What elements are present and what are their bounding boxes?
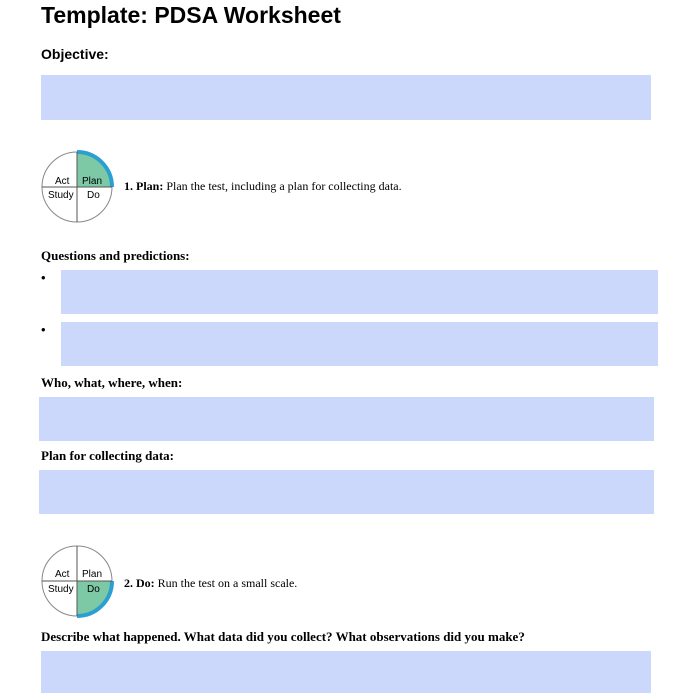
prediction-field-2[interactable]	[61, 322, 658, 366]
do-step-text: Run the test on a small scale.	[157, 576, 298, 590]
plan-data-label: Plan for collecting data:	[41, 448, 174, 463]
describe-field[interactable]	[41, 651, 651, 693]
bullet-1: •	[41, 270, 46, 285]
pdsa-cycle-plan-icon	[36, 146, 122, 228]
page-title: Template: PDSA Worksheet	[41, 2, 341, 28]
cycle-do-label: Do	[87, 190, 100, 201]
do-step	[124, 576, 297, 591]
cycle-plan-label: Plan	[82, 569, 103, 580]
cycle-act-label: Act	[55, 569, 70, 580]
pdsa-cycle-do-icon	[36, 540, 122, 622]
plan-step-heading: 1. Plan:	[124, 179, 164, 193]
prediction-field-1[interactable]	[61, 270, 658, 314]
do-step-heading: 2. Do:	[124, 576, 155, 590]
plan-step-text: Plan the test, including a plan for collecting data.	[166, 179, 402, 193]
describe-label: Describe what happened. What data did you collect? What observations did you make?	[41, 629, 525, 644]
objective-label: Objective:	[41, 46, 109, 62]
bullet-2: •	[41, 322, 46, 337]
plan-step	[124, 179, 402, 194]
who-what-field[interactable]	[39, 397, 654, 441]
cycle-do-label: Do	[87, 584, 100, 595]
questions-label: Questions and predictions:	[41, 248, 190, 263]
cycle-study-label: Study	[48, 190, 74, 201]
who-what-label: Who, what, where, when:	[41, 375, 183, 390]
cycle-act-label: Act	[55, 176, 70, 187]
plan-data-field[interactable]	[39, 470, 654, 514]
objective-field[interactable]	[41, 75, 651, 120]
cycle-study-label: Study	[48, 584, 74, 595]
cycle-plan-label: Plan	[82, 176, 103, 187]
